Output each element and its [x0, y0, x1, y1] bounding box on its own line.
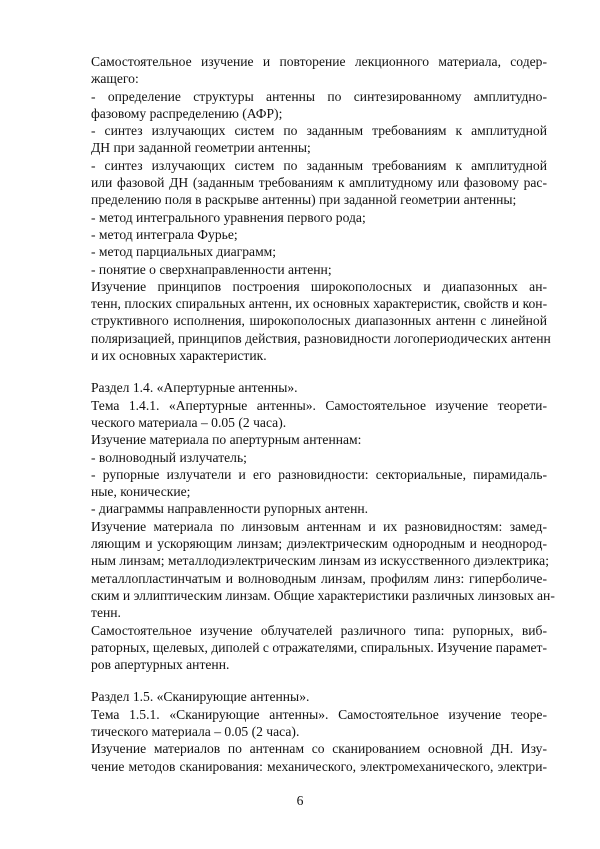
text-line: Изучение принципов построения широкополосных и диапазонных ан- — [91, 278, 547, 294]
text-line: структивного исполнения, широкополосных диапазонных антенн с линейной — [91, 313, 547, 329]
text-line: - метод интегрального уравнения первого рода; — [91, 209, 366, 225]
text-line: ров апертурных антенн. — [91, 657, 230, 673]
page-number: 6 — [296, 793, 304, 808]
text-line: Изучение материала по линзовым антеннам и их разновидностям: замед- — [91, 518, 547, 534]
text-line: Изучение материала по апертурным антеннам: — [91, 432, 362, 448]
text-line: Тема 1.5.1. «Сканирующие антенны». Самостоятельное изучение теоре- — [91, 706, 547, 722]
text-line: чение методов сканирования: механического, электромеханического, электри- — [91, 758, 547, 774]
text-line: - синтез излучающих систем по заданным требованиям к амплитудной — [91, 157, 547, 173]
page-body-text — [91, 53, 555, 775]
text-line: - понятие о сверхнаправленности антенн; — [91, 261, 332, 277]
text-line: ляющим и ускоряющим линзам; диэлектрическим однородным и неоднород- — [91, 536, 547, 552]
text-line: жащего: — [91, 71, 139, 87]
text-line: пределению поля в раскрыве антенны) при заданной геометрии антенны; — [91, 192, 517, 208]
text-line: Тема 1.4.1. «Апертурные антенны». Самостоятельное изучение теорети- — [91, 397, 547, 413]
text-line: - волноводный излучатель; — [91, 449, 247, 465]
text-line: Изучение материалов по антеннам со сканированием основной ДН. Изу- — [91, 741, 547, 757]
text-line: - метод парциальных диаграмм; — [91, 244, 277, 260]
text-line: - метод интеграла Фурье; — [91, 226, 238, 242]
text-line: Самостоятельное изучение облучателей различного типа: рупорных, виб- — [91, 622, 547, 638]
text-line: ческого материала – 0.05 (2 часа). — [91, 414, 287, 430]
text-line: ДН при заданной геометрии антенны; — [91, 140, 311, 156]
text-line: Раздел 1.4. «Апертурные антенны». — [91, 380, 298, 396]
text-line: поляризацией, принципов действия, разновидности логопериодических антенн — [91, 330, 551, 346]
text-line: ским и эллиптическим линзам. Общие характеристики различных линзовых ан- — [91, 587, 555, 603]
paragraph-gap — [91, 364, 547, 379]
text-line: - определение структуры антенны по синтезированному амплитудно- — [91, 88, 547, 104]
text-line: тического материала – 0.05 (2 часа). — [91, 723, 300, 739]
text-line: - синтез излучающих систем по заданным требованиям к амплитудной — [91, 123, 547, 139]
text-line: металлопластинчатым и волноводным линзам, профилям линз: гиперболиче- — [91, 570, 547, 586]
text-line: Самостоятельное изучение и повторение лекционного материала, содер- — [91, 54, 547, 69]
text-line: ным линзам; металлодиэлектрическим линзам из искусственного диэлектрика; — [91, 553, 549, 569]
text-line: - рупорные излучатели и его разновидности: секториальные, пирамидаль- — [91, 466, 547, 482]
text-line: - диаграммы направленности рупорных антенн. — [91, 501, 369, 517]
paragraph-gap — [91, 673, 547, 688]
text-line: и их основных характеристик. — [91, 348, 267, 364]
text-line: или фазовой ДН (заданным требованиям к амплитудному или фазовому рас- — [91, 175, 547, 191]
text-line: ные, конические; — [91, 484, 191, 500]
text-line: фазовому распределению (АФР); — [91, 105, 283, 121]
text-line: раторных, щелевых, диполей с отражателями, спиральных. Изучение парамет- — [91, 639, 547, 655]
text-line: тенн, плоских спиральных антенн, их основных характеристик, свойств и кон- — [91, 296, 548, 312]
text-line: Раздел 1.5. «Сканирующие антенны». — [91, 689, 310, 705]
text-line: тенн. — [91, 605, 121, 621]
